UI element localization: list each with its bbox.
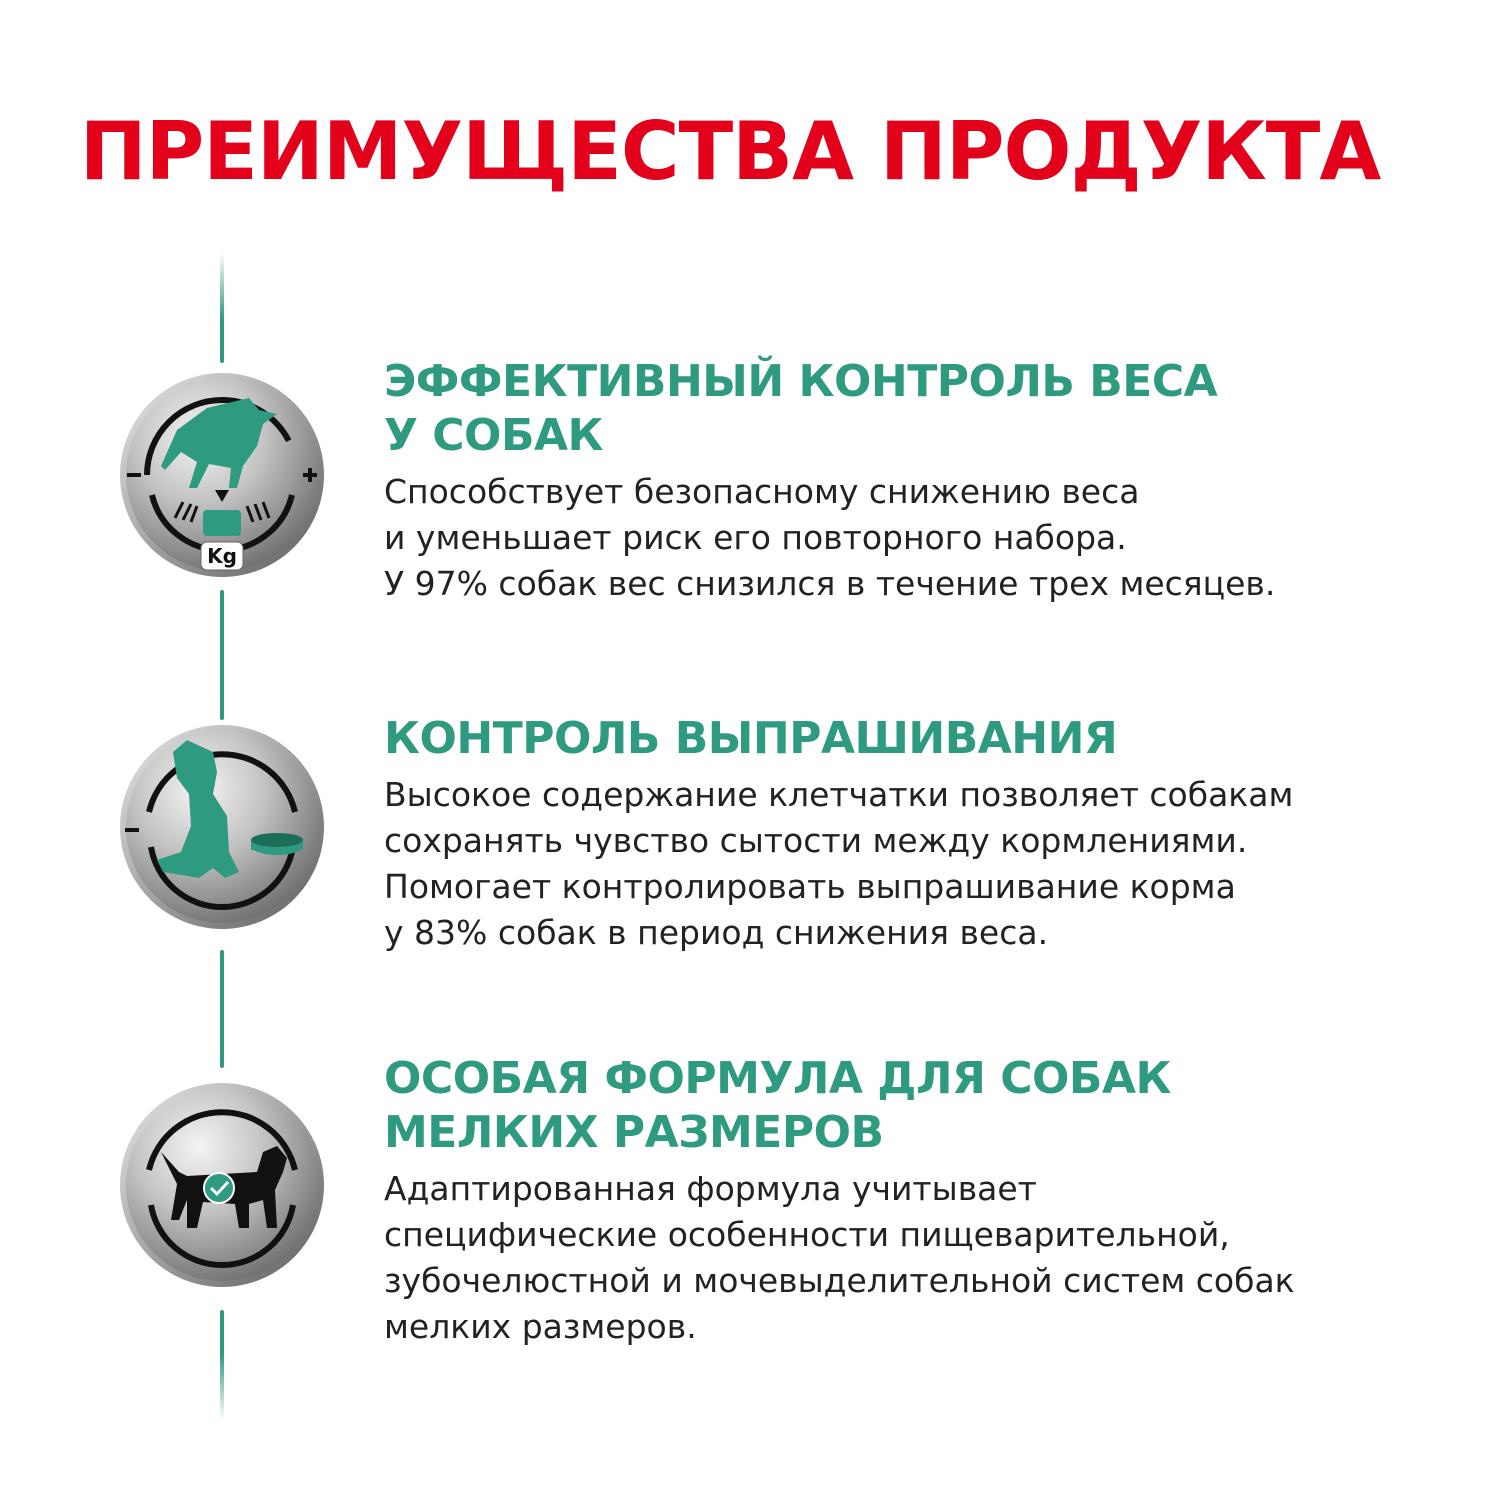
benefit-title <box>384 1052 1464 1160</box>
benefit-weight-control <box>384 355 1464 607</box>
benefit-title-line: КОНТРОЛЬ ВЫПРАШИВАНИЯ <box>384 713 1118 764</box>
page-title: ПРЕИМУЩЕСТВА ПРОДУКТА <box>79 105 1381 198</box>
timeline-line <box>220 590 224 720</box>
benefit-small-breed-formula <box>384 1052 1464 1350</box>
benefit-text <box>384 469 1464 607</box>
benefit-title <box>384 355 1464 463</box>
kg-label: Kg <box>207 544 237 568</box>
dog-weight-scale-icon <box>117 370 327 580</box>
benefit-text-line: и уменьшает риск его повторного набора. <box>384 518 1127 557</box>
benefit-text <box>384 772 1464 956</box>
benefit-text-line: специфические особенности пищеварительной, <box>384 1215 1230 1254</box>
benefit-begging-control <box>384 712 1464 956</box>
benefit-text <box>384 1166 1464 1350</box>
benefit-title-line: У СОБАК <box>384 410 603 461</box>
benefit-title <box>384 712 1464 766</box>
timeline-line <box>220 1310 224 1420</box>
benefit-text-line: Высокое содержание клетчатки позволяет собакам <box>384 775 1294 814</box>
benefit-text-line: Способствует безопасному снижению веса <box>384 472 1140 511</box>
small-dog-check-icon <box>117 1080 327 1290</box>
benefit-text-line: сохранять чувство сытости между кормлениями. <box>384 821 1248 860</box>
benefit-text-line: Адаптированная формула учитывает <box>384 1169 1037 1208</box>
benefit-text-line: Помогает контролировать выпрашивание корма <box>384 867 1236 906</box>
benefit-title-line: ЭФФЕКТИВНЫЙ КОНТРОЛЬ ВЕСА <box>384 356 1218 407</box>
timeline-line <box>220 253 224 363</box>
benefit-text-line: мелких размеров. <box>384 1307 697 1346</box>
benefit-text-line: зубочелюстной и мочевыделительной систем собак <box>384 1261 1295 1300</box>
begging-dog-bowl-icon <box>117 722 327 932</box>
benefit-title-line: МЕЛКИХ РАЗМЕРОВ <box>384 1107 884 1158</box>
timeline-line <box>220 950 224 1068</box>
benefit-title-line: ОСОБАЯ ФОРМУЛА ДЛЯ СОБАК <box>384 1053 1171 1104</box>
benefit-text-line: У 97% собак вес снизился в течение трех месяцев. <box>384 564 1276 603</box>
benefit-text-line: у 83% собак в период снижения веса. <box>384 913 1049 952</box>
